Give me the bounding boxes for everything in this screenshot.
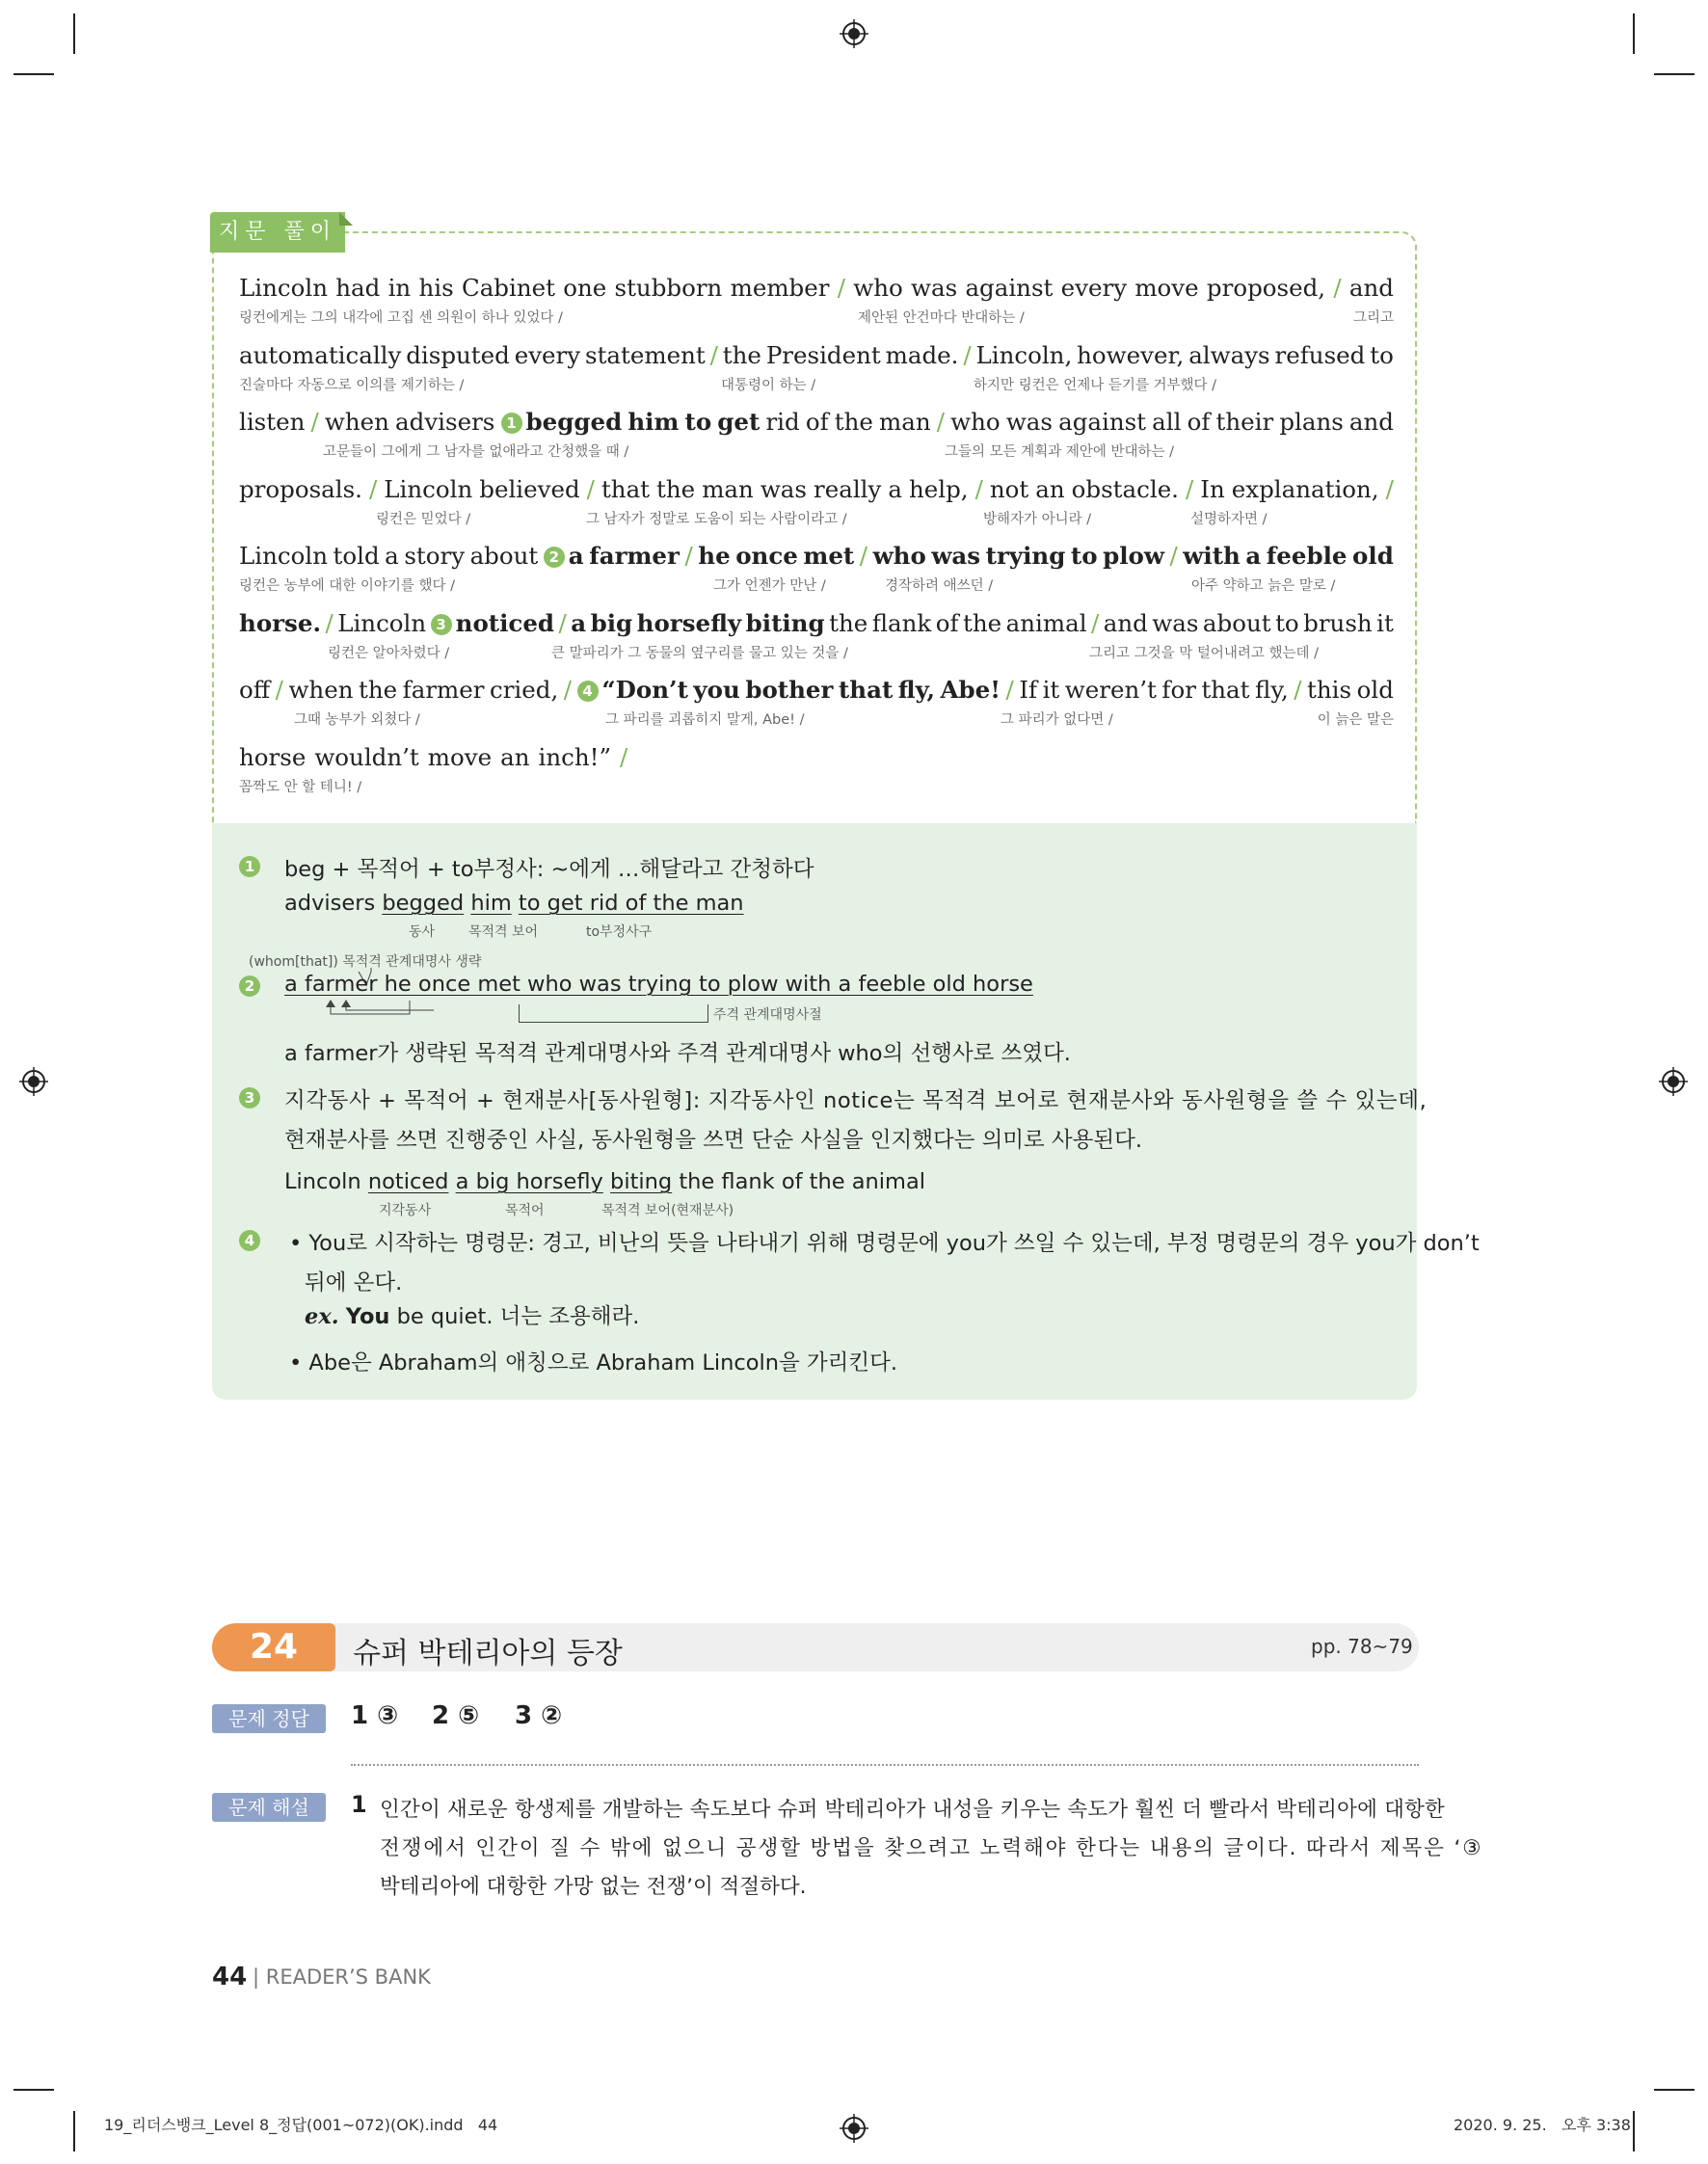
passage-word: when xyxy=(324,408,389,436)
passage-word: told xyxy=(333,542,380,570)
passage-line xyxy=(239,743,1394,771)
passage-line xyxy=(239,676,1394,704)
passage-word: against xyxy=(965,274,1054,302)
passage-word: 1 begged xyxy=(501,408,623,436)
passage-word: was xyxy=(1152,608,1199,637)
slash-separator: / xyxy=(1005,676,1014,704)
passage-word: get xyxy=(717,408,761,436)
crop-mark xyxy=(73,2111,75,2151)
korean-gloss: 링컨은 믿었다 / xyxy=(376,511,471,527)
passage-word: one xyxy=(563,274,607,302)
korean-gloss: 링컨은 농부에 대한 이야기를 했다 / xyxy=(239,578,456,594)
passage-word: that xyxy=(1201,676,1250,704)
passage-word: believed xyxy=(479,474,580,503)
passage-word: man xyxy=(879,408,931,436)
registration-mark-icon xyxy=(840,2114,868,2143)
passage-word: and xyxy=(1348,408,1394,436)
passage-word: proposals. xyxy=(239,474,362,503)
passage-word: help, xyxy=(908,474,969,503)
korean-gloss: 하지만 링컨은 언제나 듣기를 거부했다 / xyxy=(974,377,1217,393)
note-text: 뒤에 온다. xyxy=(305,1270,403,1296)
passage-word: cried, xyxy=(490,676,559,704)
passage-word: In xyxy=(1200,474,1225,503)
passage-word: and xyxy=(1103,608,1148,637)
korean-gloss: 그 파리를 괴롭히지 말게, Abe! / xyxy=(605,712,805,728)
slash-separator: / xyxy=(1186,474,1194,503)
passage-tab: 지문 풀이 xyxy=(210,212,345,253)
passage-word: wouldn’t xyxy=(314,742,419,771)
passage-word: made. xyxy=(885,340,959,369)
page-number: 44 xyxy=(212,1963,248,1991)
passage-word: Lincoln xyxy=(239,542,328,570)
passage-word: biting xyxy=(745,608,825,637)
crop-mark xyxy=(1633,13,1635,54)
divider xyxy=(351,1764,1419,1766)
korean-gloss: 그 남자가 정말로 도움이 되는 사람이라고 / xyxy=(586,511,847,527)
passage-word: fly, xyxy=(1255,676,1289,704)
answer-1: 1 ③ xyxy=(351,1701,399,1730)
passage-word: a xyxy=(571,608,587,637)
passage-word: of xyxy=(1187,408,1211,436)
passage-word: big xyxy=(590,608,633,637)
passage-word: animal xyxy=(1005,608,1087,637)
passage-line xyxy=(239,408,1394,436)
note-rule: beg + 목적어 + to부정사: ~에게 …해달라고 간청하다 xyxy=(284,857,814,882)
slash-separator: / xyxy=(963,340,972,369)
passage-word: a xyxy=(1245,542,1262,570)
passage-line xyxy=(239,542,1394,570)
passage-word: member xyxy=(730,274,830,302)
passage-word: was xyxy=(1005,408,1053,436)
note-marker-icon: 4 xyxy=(577,681,599,702)
slash-separator: / xyxy=(1385,474,1394,503)
note-label: 주격 관계대명사절 xyxy=(713,1007,822,1023)
passage-word: 4 “Don’t xyxy=(577,676,688,704)
passage-word: story xyxy=(404,542,466,570)
passage-word: Lincoln xyxy=(239,274,328,302)
passage-word: the xyxy=(834,408,873,436)
passage-word: that xyxy=(600,474,651,503)
slash-separator: / xyxy=(1091,608,1100,637)
slash-separator: / xyxy=(1169,542,1178,570)
passage-word: had xyxy=(335,274,381,302)
note-number: 1 xyxy=(239,856,260,877)
tab-notch xyxy=(339,212,353,226)
clause-bracket xyxy=(519,1004,708,1023)
passage-line xyxy=(239,475,1394,503)
note-marker-icon: 3 xyxy=(431,614,452,635)
passage-word: flank xyxy=(871,608,932,637)
korean-gloss: 고문들이 그에게 그 남자를 없애라고 간청했을 때 / xyxy=(323,444,629,460)
korean-gloss: 아주 약하고 늙은 말로 / xyxy=(1191,578,1336,594)
page-range: pp. 78~79 xyxy=(1311,1635,1413,1658)
slash-separator: / xyxy=(859,542,868,570)
slash-separator: / xyxy=(1294,676,1302,704)
korean-gloss: 설명하자면 / xyxy=(1190,511,1268,527)
passage-word: an xyxy=(500,742,530,771)
passage-word: move xyxy=(427,742,493,771)
slash-separator: / xyxy=(709,340,718,369)
passage-word: who xyxy=(872,542,926,570)
passage-word: feeble xyxy=(1266,542,1348,570)
slash-separator: / xyxy=(368,474,378,503)
korean-gloss: 꼼짝도 안 할 테니! / xyxy=(239,779,362,795)
passage-word: of xyxy=(805,408,829,436)
slash-separator: / xyxy=(558,608,567,637)
passage-word: horse. xyxy=(239,608,321,637)
korean-gloss: 진술마다 자동으로 이의를 제기하는 / xyxy=(239,377,465,393)
passage-word: the xyxy=(656,474,696,503)
answer-3: 3 ② xyxy=(515,1701,563,1730)
passage-word: always xyxy=(1188,340,1270,369)
passage-word: was xyxy=(760,474,807,503)
crop-mark xyxy=(1654,73,1695,75)
passage-word: all xyxy=(1152,408,1182,436)
passage-word: to xyxy=(684,408,712,436)
passage-word: President xyxy=(765,340,881,369)
passage-word: rid xyxy=(765,408,800,436)
passage-word: Abe! xyxy=(940,676,1001,704)
korean-gloss: 링컨에게는 그의 내각에 고집 센 의원이 하나 있었다 / xyxy=(239,310,563,326)
passage-word: an xyxy=(1035,474,1065,503)
passage-line xyxy=(239,609,1394,637)
crop-mark xyxy=(1654,2089,1695,2091)
slash-separator: / xyxy=(936,408,946,436)
passage-word: 3 noticed xyxy=(431,609,554,637)
explain-line: 전쟁에서 인간이 질 수 밖에 없으니 공생할 방법을 찾으려고 노력해야 한다는 내용의 글이다. 따라서 제목은 ‘③ xyxy=(380,1836,1483,1860)
korean-gloss: 그가 언젠가 만난 / xyxy=(713,578,826,594)
passage-word: advisers xyxy=(395,408,495,436)
korean-gloss: 이 늙은 말은 xyxy=(1317,712,1394,728)
passage-word: met xyxy=(803,542,855,570)
slash-separator: / xyxy=(684,542,693,570)
korean-gloss: 경작하려 애쓰던 / xyxy=(885,578,994,594)
passage-word: with xyxy=(1183,542,1241,570)
note-number: 4 xyxy=(239,1230,260,1251)
passage-word: Lincoln, xyxy=(975,340,1073,369)
note-marker-icon: 1 xyxy=(501,413,522,434)
passage-word: who xyxy=(950,408,1001,436)
passage-word: farmer xyxy=(589,542,680,570)
passage-word: was xyxy=(911,274,958,302)
passage-word: in xyxy=(387,274,412,302)
passage-word: off xyxy=(239,676,271,704)
explain-line: 인간이 새로운 항생제를 개발하는 속도보다 슈퍼 박테리아가 내성을 키우는 속도가 훨씬 더 빨라서 박테리아에 대항한 xyxy=(380,1798,1445,1822)
passage-word: horse xyxy=(239,742,307,771)
section-number: 24 xyxy=(212,1623,335,1671)
note-annotation: (whom[that]) 목적격 관계대명사 생략 xyxy=(249,954,482,970)
korean-gloss: 그리고 그것을 막 털어내려고 했는데 / xyxy=(1089,645,1320,661)
passage-word: Lincoln xyxy=(384,474,473,503)
passage-word: bother xyxy=(745,676,834,704)
korean-gloss: 그때 농부가 외쳤다 / xyxy=(294,712,420,728)
passage-word: their xyxy=(1215,408,1274,436)
note-label: 목적어 xyxy=(505,1203,545,1218)
slash-separator: / xyxy=(1333,274,1342,302)
passage-word: Lincoln xyxy=(337,608,427,637)
passage-word: the xyxy=(722,340,761,369)
passage-word: who xyxy=(853,274,903,302)
passage-word: you xyxy=(693,676,740,704)
passage-word: inch!” xyxy=(538,742,611,771)
passage-word: automatically xyxy=(239,340,402,369)
crop-mark xyxy=(13,2089,54,2091)
slash-separator: / xyxy=(837,274,845,302)
passage-word: old xyxy=(1356,676,1394,704)
passage-line xyxy=(239,341,1394,369)
passage-word: the xyxy=(359,676,398,704)
passage-word: however, xyxy=(1077,340,1185,369)
note-label: 동사 xyxy=(409,924,436,940)
note-text: 지각동사 + 목적어 + 현재분사[동사원형]: 지각동사인 notice는 목적격 보어로 현재분사와 동사원형을 쓸 수 있는데, xyxy=(284,1088,1428,1113)
passage-word: it xyxy=(1376,608,1394,637)
passage-word: statement xyxy=(585,340,706,369)
passage-word: plans xyxy=(1279,408,1344,436)
passage-word: fly, xyxy=(897,676,936,704)
note-example: advisers begged him to get rid of the man xyxy=(284,891,744,916)
registration-mark-icon xyxy=(19,1067,48,1096)
explain-line: 박테리아에 대항한 가망 없는 전쟁’이 적절하다. xyxy=(380,1875,807,1899)
passage-word: of xyxy=(935,608,959,637)
passage-word: this xyxy=(1307,676,1352,704)
note-example: Lincoln noticed a big horsefly biting the flank of the animal xyxy=(284,1169,925,1194)
slash-separator: / xyxy=(619,742,628,771)
note-label: 목적격 보어 xyxy=(468,924,539,940)
file-info: 19_리더스뱅크_Level 8_정답(001~072)(OK).indd 44 xyxy=(104,2116,498,2134)
passage-word: obstacle. xyxy=(1071,474,1179,503)
passage-word: farmer xyxy=(402,676,485,704)
passage-word: plow xyxy=(1103,542,1164,570)
passage-word: the xyxy=(829,608,868,637)
slash-separator: / xyxy=(325,608,334,637)
note-text: • You로 시작하는 명령문: 경고, 비난의 뜻을 나타내기 위해 명령문에 you가 쓰일 수 있는데, 부정 명령문의 경우 you가 don’t xyxy=(289,1231,1480,1256)
series-name: | READER’S BANK xyxy=(253,1965,431,1989)
passage-word: Cabinet xyxy=(461,274,555,302)
korean-gloss: 방해자가 아니라 / xyxy=(983,511,1092,527)
passage-word: the xyxy=(963,608,1002,637)
section-title: 슈퍼 박테리아의 등장 xyxy=(353,1637,623,1670)
passage-word: him xyxy=(627,408,680,436)
crop-mark xyxy=(73,13,75,54)
note-label: 목적격 보어(현재분사) xyxy=(601,1203,734,1218)
passage-word: for xyxy=(1161,676,1196,704)
passage-word: that xyxy=(838,676,894,704)
passage-word: 2 a xyxy=(544,542,584,570)
passage-word: move xyxy=(1134,274,1199,302)
passage-word: weren’t xyxy=(1064,676,1157,704)
passage-word: trying xyxy=(985,542,1066,570)
passage-word: when xyxy=(288,676,354,704)
note-example: a farmer he once met who was trying to plow with a feeble old horse xyxy=(284,972,1033,997)
slash-separator: / xyxy=(563,676,573,704)
passage-word: he xyxy=(698,542,731,570)
crop-mark xyxy=(13,73,54,75)
passage-word: was xyxy=(931,542,981,570)
note-example: ex. You be quiet. 너는 조용해라. xyxy=(305,1304,640,1329)
passage-word: against xyxy=(1058,408,1147,436)
passage-word: his xyxy=(418,274,454,302)
note-text: 현재분사를 쓰면 진행중인 사실, 동사원형을 쓰면 단순 사실을 인지했다는 의미로 사용된다. xyxy=(284,1128,1143,1153)
passage-word: proposed, xyxy=(1206,274,1326,302)
passage-word: stubborn xyxy=(614,274,723,302)
note-text: • Abe은 Abraham의 애칭으로 Abraham Lincoln을 가리킨다. xyxy=(289,1350,897,1376)
passage-line xyxy=(239,274,1394,302)
note-label: to부정사구 xyxy=(586,924,653,940)
passage-word: every xyxy=(1060,274,1128,302)
explain-number: 1 xyxy=(351,1791,367,1818)
passage-word: horsefly xyxy=(636,608,742,637)
passage-word: refused xyxy=(1274,340,1366,369)
passage-word: and xyxy=(1348,274,1394,302)
note-label: 지각동사 xyxy=(379,1203,432,1218)
passage-word: disputed xyxy=(406,340,510,369)
passage-word: about xyxy=(1202,608,1271,637)
slash-separator: / xyxy=(310,408,319,436)
passage-word: to xyxy=(1275,608,1299,637)
passage-word: listen xyxy=(239,408,306,436)
registration-mark-icon xyxy=(840,19,868,48)
registration-mark-icon xyxy=(1659,1067,1688,1096)
slash-separator: / xyxy=(275,676,283,704)
korean-gloss: 큰 말파리가 그 동물의 옆구리를 물고 있는 것을 / xyxy=(551,645,848,661)
print-date: 2020. 9. 25. 오후 3:38 xyxy=(1454,2116,1631,2134)
korean-gloss: 링컨은 알아차렸다 / xyxy=(328,645,450,661)
korean-gloss: 그리고 xyxy=(1352,310,1394,326)
passage-word: If xyxy=(1019,676,1038,704)
korean-gloss: 그 파리가 없다면 / xyxy=(1001,712,1113,728)
note-marker-icon: 2 xyxy=(544,547,565,568)
passage-word: to xyxy=(1370,340,1394,369)
korean-gloss: 그들의 모든 계획과 제안에 반대하는 / xyxy=(945,444,1175,460)
passage-word: not xyxy=(989,474,1029,503)
passage-word: a xyxy=(385,542,399,570)
korean-gloss: 제안된 안건마다 반대하는 / xyxy=(858,310,1025,326)
passage-word: once xyxy=(735,542,798,570)
note-number: 2 xyxy=(239,975,260,997)
explain-label: 문제 해설 xyxy=(212,1793,326,1822)
passage-word: it xyxy=(1042,676,1060,704)
passage-word: man xyxy=(702,474,754,503)
passage-word: brush xyxy=(1303,608,1373,637)
passage-word: to xyxy=(1070,542,1098,570)
slash-separator: / xyxy=(586,474,595,503)
korean-gloss: 대통령이 하는 / xyxy=(721,377,816,393)
passage-word: old xyxy=(1352,542,1394,570)
answer-2: 2 ⑤ xyxy=(432,1701,480,1730)
answer-label: 문제 정답 xyxy=(212,1704,326,1733)
note-number: 3 xyxy=(239,1087,260,1109)
passage-word: about xyxy=(469,542,539,570)
passage-word: a xyxy=(888,474,902,503)
note-text: a farmer가 생략된 목적격 관계대명사와 주격 관계대명사 who의 선행사로 쓰였다. xyxy=(284,1041,1071,1066)
crop-mark xyxy=(1633,2111,1635,2151)
passage-word: explanation, xyxy=(1231,474,1379,503)
slash-separator: / xyxy=(974,474,983,503)
passage-word: really xyxy=(814,474,882,503)
passage-word: every xyxy=(514,340,581,369)
